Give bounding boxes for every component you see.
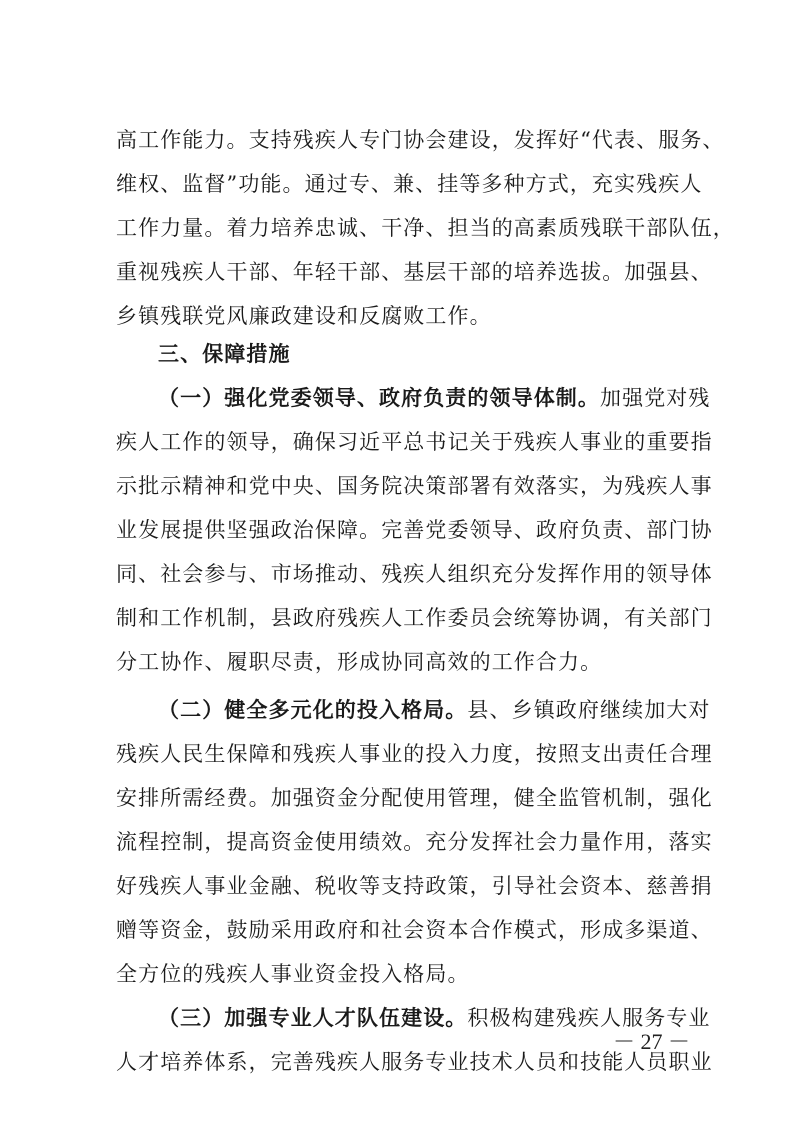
body-text-line: 安排所需经费。加强资金分配使用管理，健全监管机制，强化 [116, 786, 713, 810]
page-number: － 27 － [612, 1029, 690, 1054]
body-text-line: 高工作能力。支持残疾人专门协会建设，发挥好“代表、服务、 [116, 128, 725, 152]
section-heading: 三、保障措施 [158, 341, 291, 366]
body-text-line: 业发展提供坚强政治保障。完善党委领导、政府负责、部门协 [116, 518, 713, 542]
paragraph-lead-rest: 县、乡镇政府继续加大对 [467, 698, 711, 722]
body-text-line: 同、社会参与、市场推动、残疾人组织充分发挥作用的领导体 [116, 562, 713, 586]
body-text-line: 分工协作、履职尽责，形成协同高效的工作合力。 [116, 650, 603, 674]
body-text-line: 工作力量。着力培养忠诚、干净、担当的高素质残联干部队伍， [116, 216, 735, 240]
paragraph-lead-bold: （三）加强专业人才队伍建设。 [158, 1005, 468, 1030]
body-text-line: 疾人工作的领导，确保习近平总书记关于残疾人事业的重要指 [116, 430, 713, 454]
body-text-line: 好残疾人事业金融、税收等支持政策，引导社会资本、慈善捐 [116, 874, 713, 898]
paragraph-first-line [158, 690, 711, 730]
body-text-line: 示批示精神和党中央、国务院决策部署有效落实，为残疾人事 [116, 474, 713, 498]
body-text-line: 残疾人民生保障和残疾人事业的投入力度，按照支出责任合理 [116, 742, 713, 766]
body-text-line: 重视残疾人干部、年轻干部、基层干部的培养选拔。加强县、 [116, 260, 713, 284]
paragraph-lead-bold: （二）健全多元化的投入格局。 [158, 697, 468, 722]
paragraph-first-line [158, 378, 711, 418]
paragraph-lead-rest: 加强党对残 [600, 386, 711, 410]
paragraph-lead-rest: 积极构建残疾人服务专业 [467, 1006, 711, 1030]
body-text-line: 流程控制，提高资金使用绩效。充分发挥社会力量作用，落实 [116, 830, 713, 854]
body-text-line: 人才培养体系，完善残疾人服务专业技术人员和技能人员职业 [116, 1050, 713, 1074]
body-text-line: 乡镇残联党风廉政建设和反腐败工作。 [116, 304, 492, 328]
body-text-line: 制和工作机制，县政府残疾人工作委员会统筹协调，有关部门 [116, 606, 713, 630]
body-text-line: 赠等资金，鼓励采用政府和社会资本合作模式，形成多渠道、 [116, 918, 713, 942]
body-text-line: 维权、监督”功能。通过专、兼、挂等多种方式，充实残疾人 [116, 172, 703, 196]
body-text-line: 全方位的残疾人事业资金投入格局。 [116, 962, 470, 986]
paragraph-lead-bold: （一）强化党委领导、政府负责的领导体制。 [158, 385, 600, 410]
